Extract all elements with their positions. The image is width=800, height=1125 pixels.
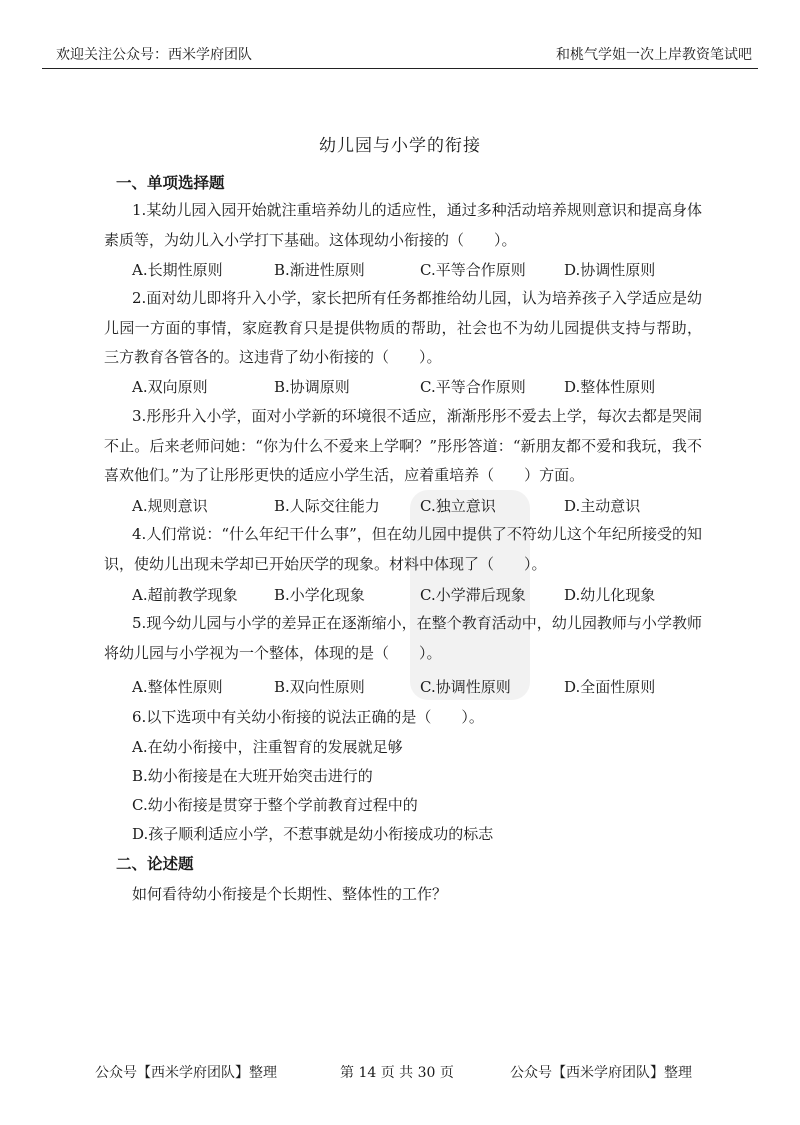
option-b: B.人际交往能力 (274, 497, 380, 515)
option-a: A.整体性原则 (132, 678, 223, 696)
question-6-option-d: D.孩子顺利适应小学，不惹事就是幼小衔接成功的标志 (132, 825, 494, 843)
option-a: A.双向原则 (132, 378, 208, 396)
option-c: C.独立意识 (420, 497, 496, 515)
question-5-stem: 5.现今幼儿园与小学的差异正在逐渐缩小，在整个教育活动中，幼儿园教师与小学教师将幼儿园与小学视为一个整体，体现的是（ ）。 (104, 614, 702, 662)
option-b: B.协调原则 (274, 378, 350, 396)
option-b: B.渐进性原则 (274, 261, 365, 279)
option-c: C.平等合作原则 (420, 261, 526, 279)
question-2-stem: 2.面对幼儿即将升入小学，家长把所有任务都推给幼儿园，认为培养孩子入学适应是幼儿园一方面的事情，家庭教育只是提供物质的帮助，社会也不为幼儿园提供支持与帮助，三方教育各管各的。这违背了幼小衔接的（ ）。 (104, 289, 702, 366)
option-c: C.平等合作原则 (420, 378, 526, 396)
option-c: C.小学滞后现象 (420, 586, 526, 604)
header-right-text: 和桃气学姐一次上岸教资笔试吧 (556, 47, 752, 63)
option-a: A.长期性原则 (132, 261, 223, 279)
question-4-stem: 4.人们常说：“什么年纪干什么事”，但在幼儿园中提供了不符幼儿这个年纪所接受的知识，使幼儿出现未学却已开始厌学的现象。材料中体现了（ ）。 (104, 525, 702, 573)
option-c: C.协调性原则 (420, 678, 511, 696)
option-d: D.主动意识 (564, 497, 641, 515)
section-heading-essay: 二、论述题 (116, 854, 194, 873)
page-header (42, 38, 758, 69)
option-b: B.小学化现象 (274, 586, 365, 604)
option-d: D.幼儿化现象 (564, 586, 656, 604)
footer-page-number: 第 14 页 共 30 页 (340, 1065, 454, 1081)
option-d: D.协调性原则 (564, 261, 656, 279)
question-6-option-a: A.在幼小衔接中，注重智育的发展就足够 (132, 738, 403, 756)
section-heading-choice: 一、单项选择题 (116, 173, 225, 192)
header-left-text: 欢迎关注公众号：西米学府团队 (56, 47, 252, 63)
question-6-option-b: B.幼小衔接是在大班开始突击进行的 (132, 767, 373, 785)
option-a: A.规则意识 (132, 497, 208, 515)
question-6-stem: 6.以下选项中有关幼小衔接的说法正确的是（ ）。 (132, 708, 484, 726)
footer-left-text: 公众号【西米学府团队】整理 (95, 1065, 277, 1081)
footer-right-text: 公众号【西米学府团队】整理 (510, 1065, 692, 1081)
question-6-option-c: C.幼小衔接是贯穿于整个学前教育过程中的 (132, 796, 418, 814)
option-a: A.超前教学现象 (132, 586, 238, 604)
option-d: D.全面性原则 (564, 678, 656, 696)
option-b: B.双向性原则 (274, 678, 365, 696)
question-1-stem: 1.某幼儿园入园开始就注重培养幼儿的适应性，通过多种活动培养规则意识和提高身体素质等，为幼儿入小学打下基础。这体现幼小衔接的（ ）。 (104, 201, 702, 249)
question-3-stem: 3.彤彤升入小学，面对小学新的环境很不适应，渐渐彤彤不爱去上学，每次去都是哭闹不止。后来老师问她：“你为什么不爱来上学啊？”彤彤答道：“新朋友都不爱和我玩，我不喜欢他们。”为了让彤彤更快的适应小学生活，应着重培养（ ）方面。 (104, 407, 702, 484)
option-d: D.整体性原则 (564, 378, 656, 396)
page-title: 幼儿园与小学的衔接 (319, 136, 481, 156)
essay-question: 如何看待幼小衔接是个长期性、整体性的工作？ (132, 885, 448, 903)
